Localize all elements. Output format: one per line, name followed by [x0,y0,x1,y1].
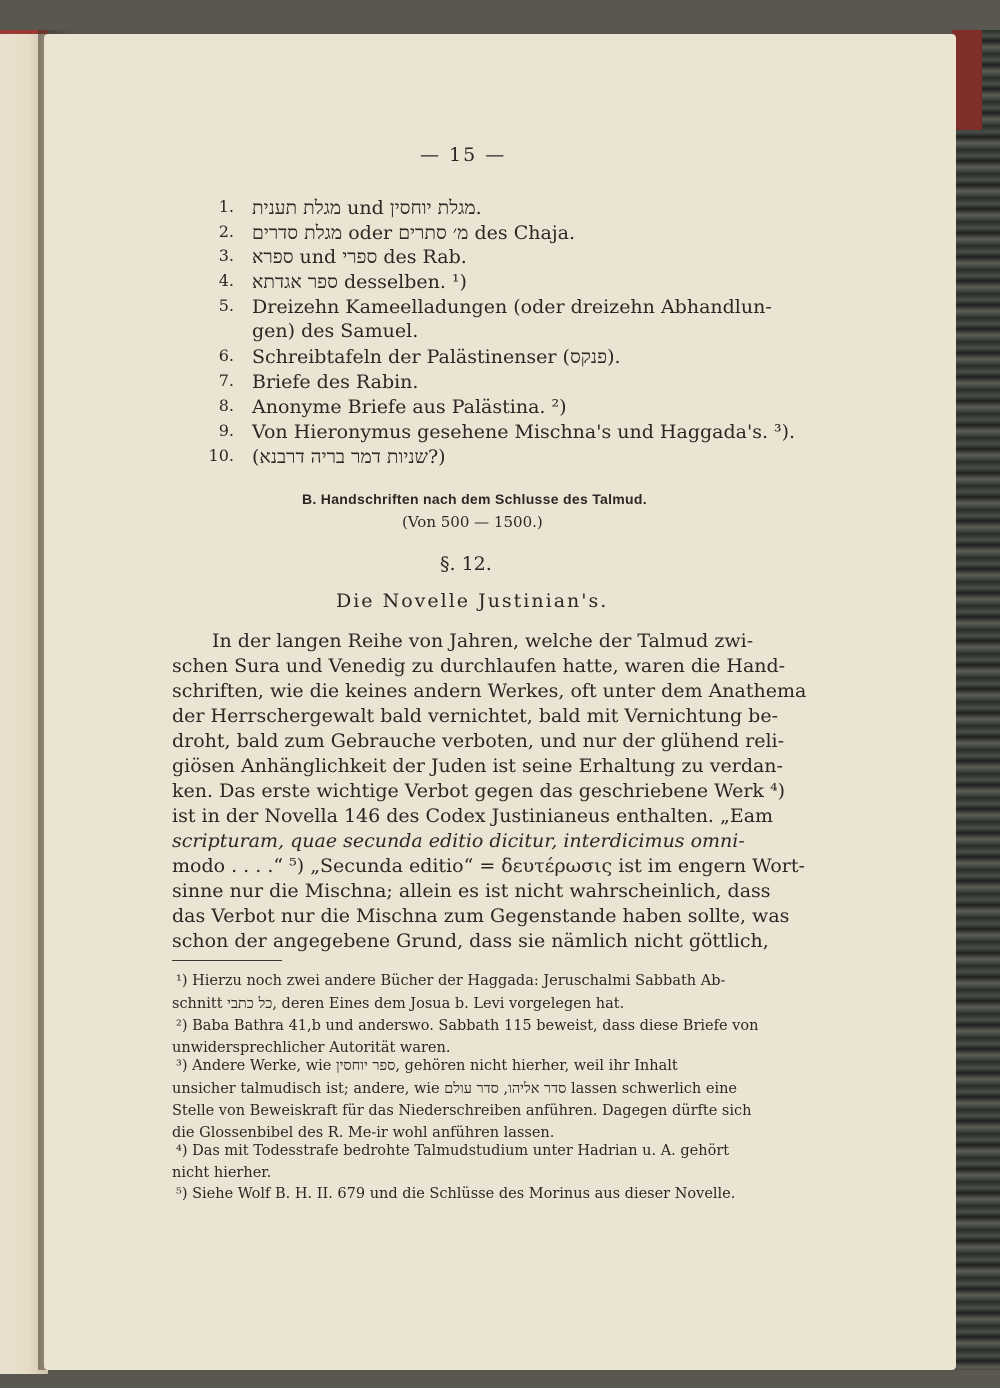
body-line: ist in der Novella 146 des Codex Justinianeus enthalten. „Eam [172,805,774,827]
paragraph-title: Die Novelle Justinian's. [336,590,609,612]
footnote-rule [172,960,282,961]
list-item-continuation: gen) des Samuel. [252,320,419,342]
footnote-line: schnitt כל כתבי, deren Eines dem Josua b. Levi vorgelegen hat. [172,996,625,1012]
cover-corner [952,30,982,130]
body-line: scripturam, quae secunda editio dicitur, interdicimus omni- [172,830,745,852]
list-item: מגלת סדרים oder מ׳ סתרים des Chaja. [252,222,576,244]
body-line: giösen Anhänglichkeit der Juden ist seine Erhaltung zu verdan- [172,755,783,777]
list-item: ספרא und ספרי des Rab. [252,246,467,268]
list-number: 6. [218,346,234,365]
book-cover-edge [952,30,1000,1370]
list-item: (שניות דמר בריה דרבנא?) [252,446,446,468]
paragraph-number: §. 12. [440,553,492,575]
list-number: 5. [218,296,234,315]
body-line: modo . . . .“ ⁵) „Secunda editio“ = δευτέρωσις ist im engern Wort- [172,855,805,877]
body-line: schriften, wie die keines andern Werkes, oft unter dem Anathema [172,680,807,702]
section-heading: B. Handschriften nach dem Schlusse des Talmud. [302,491,647,507]
footnote-line: unwidersprechlicher Autorität waren. [172,1040,451,1056]
body-line: das Verbot nur die Mischna zum Gegenstande haben sollte, was [172,905,790,927]
page-number: — 15 — [420,144,507,166]
list-number: 4. [218,271,234,290]
list-number: 7. [218,371,234,390]
list-number: 3. [218,246,234,265]
section-range: (Von 500 — 1500.) [402,513,543,531]
footnote-line: Stelle von Beweiskraft für das Niederschreiben anführen. Dagegen dürfte sich [172,1103,752,1119]
body-line: schen Sura und Venedig zu durchlaufen hatte, waren die Hand- [172,655,786,677]
list-number: 8. [218,396,234,415]
footnote-line: nicht hierher. [172,1165,272,1181]
list-number: 9. [218,421,234,440]
list-item: Dreizehn Kameelladungen (oder dreizehn Abhandlun- [252,296,772,318]
list-item: ספר אגדתא desselben. ¹) [252,271,467,293]
body-line: der Herrschergewalt bald vernichtet, bald mit Vernichtung be- [172,705,778,727]
footnote-line: unsicher talmudisch ist; andere, wie סדר אליהו, סדר עולם lassen schwerlich eine [172,1081,738,1097]
footnote-line: ²) Baba Bathra 41,b und anderswo. Sabbath 115 beweist, dass diese Briefe von [176,1018,759,1034]
list-item: Anonyme Briefe aus Palästina. ²) [252,396,567,418]
list-number: 10. [208,446,234,465]
list-number: 2. [218,222,234,241]
list-item: Von Hieronymus gesehene Mischna's und Haggada's. ³). [252,421,796,443]
footnote-line: die Glossenbibel des R. Me-ir wohl anführen lassen. [172,1125,555,1141]
body-line: droht, bald zum Gebrauche verboten, und nur der glühend reli- [172,730,785,752]
footnote-line: ¹) Hierzu noch zwei andere Bücher der Haggada: Jeruschalmi Sabbath Ab- [176,973,726,989]
list-number: 1. [218,197,234,216]
footnote-line: ³) Andere Werke, wie ספר יוחסין, gehören nicht hierher, weil ihr Inhalt [176,1058,678,1074]
body-line: In der langen Reihe von Jahren, welche der Talmud zwi- [212,630,754,652]
footnote-line: ⁵) Siehe Wolf B. H. II. 679 und die Schlüsse des Morinus aus dieser Novelle. [176,1186,736,1202]
body-line: ken. Das erste wichtige Verbot gegen das geschriebene Werk ⁴) [172,780,786,802]
footnote-line: ⁴) Das mit Todesstrafe bedrohte Talmudstudium unter Hadrian u. A. gehört [176,1143,730,1159]
body-line: schon der angegebene Grund, dass sie nämlich nicht göttlich, [172,930,769,952]
body-line: sinne nur die Mischna; allein es ist nicht wahrscheinlich, dass [172,880,771,902]
list-item: Schreibtafeln der Palästinenser (פנקס). [252,346,621,368]
list-item: מגלת תענית und מגלת יוחסין. [252,197,482,219]
list-item: Briefe des Rabin. [252,371,419,393]
